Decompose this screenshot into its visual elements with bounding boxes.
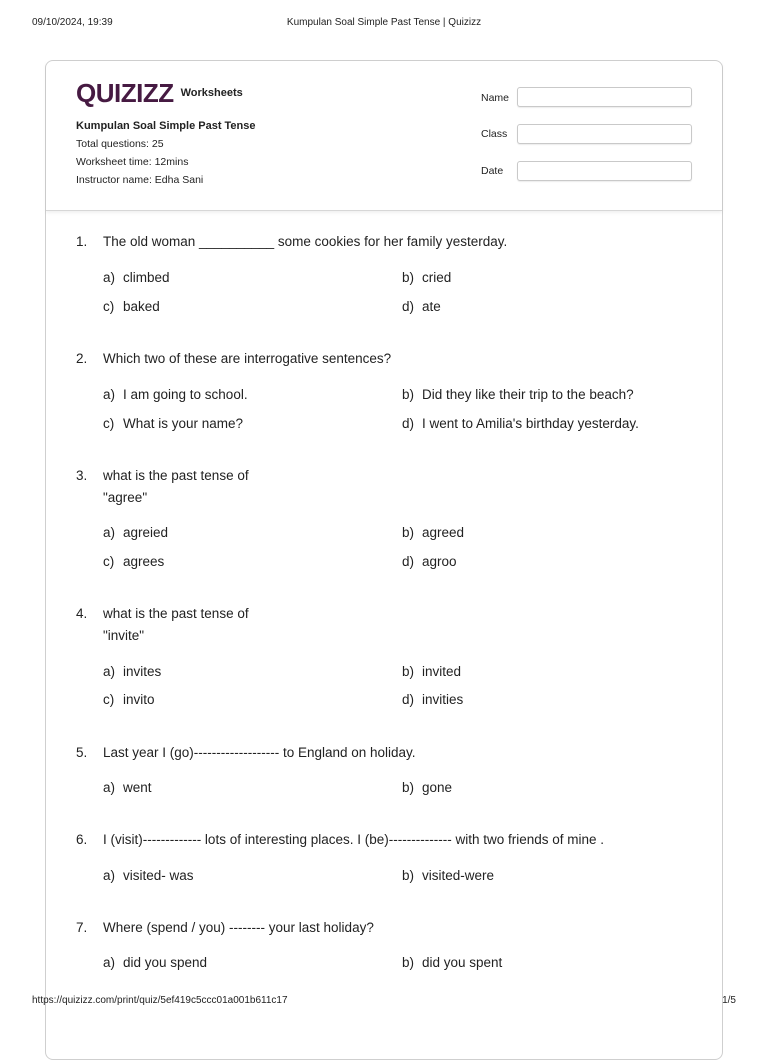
option-a[interactable]: a) did you spend	[103, 955, 208, 970]
question-number: 7.	[76, 920, 88, 935]
print-footer	[32, 995, 736, 1009]
print-datetime: 09/10/2024, 19:39	[32, 17, 113, 28]
question-text: I (visit)------------- lots of interesting places. I (be)-------------- with two friends of mine .	[103, 832, 605, 847]
question-text: The old woman __________ some cookies for her family yesterday.	[103, 234, 508, 249]
option-a[interactable]: a) visited- was	[103, 868, 194, 883]
worksheet-time: Worksheet time : 12mins	[76, 156, 188, 168]
page-number: 1/5	[722, 995, 736, 1006]
option-b[interactable]: b) visited-were	[402, 868, 495, 883]
option-a[interactable]: a) went	[103, 780, 152, 795]
instructor-name: Instructor name : Edha Sani	[76, 174, 203, 186]
date-label: Date	[481, 165, 504, 177]
option-c[interactable]: c) What is your name?	[103, 416, 244, 431]
question-text: what is the past tense of "agree"	[103, 468, 249, 505]
question-number: 3.	[76, 468, 88, 483]
print-header	[32, 17, 736, 31]
question-number: 4.	[76, 606, 88, 621]
class-field[interactable]	[517, 124, 692, 144]
question-number: 5.	[76, 745, 88, 760]
question-text: Where (spend / you) -------- your last holiday?	[103, 920, 374, 935]
option-a[interactable]: a) agreied	[103, 525, 169, 540]
question-number: 6.	[76, 832, 88, 847]
date-field[interactable]	[517, 161, 692, 181]
class-label: Class	[481, 128, 508, 140]
option-c[interactable]: c) baked	[103, 299, 160, 314]
question-text: what is the past tense of "invite"	[103, 606, 249, 643]
quizizz-logo	[76, 79, 243, 107]
question-number: 2.	[76, 351, 88, 366]
option-d[interactable]: d) I went to Amilia's birthday yesterday.	[402, 416, 639, 431]
print-page-title: Kumpulan Soal Simple Past Tense | Quizizz	[286, 17, 482, 28]
option-c[interactable]: c) agrees	[103, 554, 165, 569]
option-c[interactable]: c) invito	[103, 692, 155, 707]
option-d[interactable]: d) ate	[402, 299, 441, 314]
option-b[interactable]: b) cried	[402, 270, 452, 285]
question-text: Which two of these are interrogative sentences?	[103, 351, 392, 366]
option-a[interactable]: a) I am going to school.	[103, 387, 248, 402]
question-number: 1.	[76, 234, 88, 249]
worksheet-header	[46, 61, 722, 211]
option-b[interactable]: b) did you spent	[402, 955, 503, 970]
option-b[interactable]: b) agreed	[402, 525, 465, 540]
option-d[interactable]: d) invities	[402, 692, 464, 707]
worksheet	[45, 60, 723, 1060]
option-d[interactable]: d) agroo	[402, 554, 457, 569]
option-a[interactable]: a) invites	[103, 664, 162, 679]
total-questions: Total questions : 25	[76, 138, 164, 150]
option-a[interactable]: a) climbed	[103, 270, 170, 285]
logo-wordmark: QUIZIZZ	[76, 78, 174, 108]
worksheet-title: Kumpulan Soal Simple Past Tense	[76, 120, 256, 132]
option-b[interactable]: b) gone	[402, 780, 453, 795]
page-url: https://quizizz.com/print/quiz/5ef419c5ccc01a001b611c17	[32, 995, 288, 1006]
name-field[interactable]	[517, 87, 692, 107]
question-text: Last year I (go)------------------- to England on holiday.	[103, 745, 416, 760]
option-b[interactable]: b) invited	[402, 664, 462, 679]
option-b[interactable]: b) Did they like their trip to the beach?	[402, 387, 634, 402]
logo-subtitle: Worksheets	[180, 87, 243, 99]
name-label: Name	[481, 92, 510, 104]
